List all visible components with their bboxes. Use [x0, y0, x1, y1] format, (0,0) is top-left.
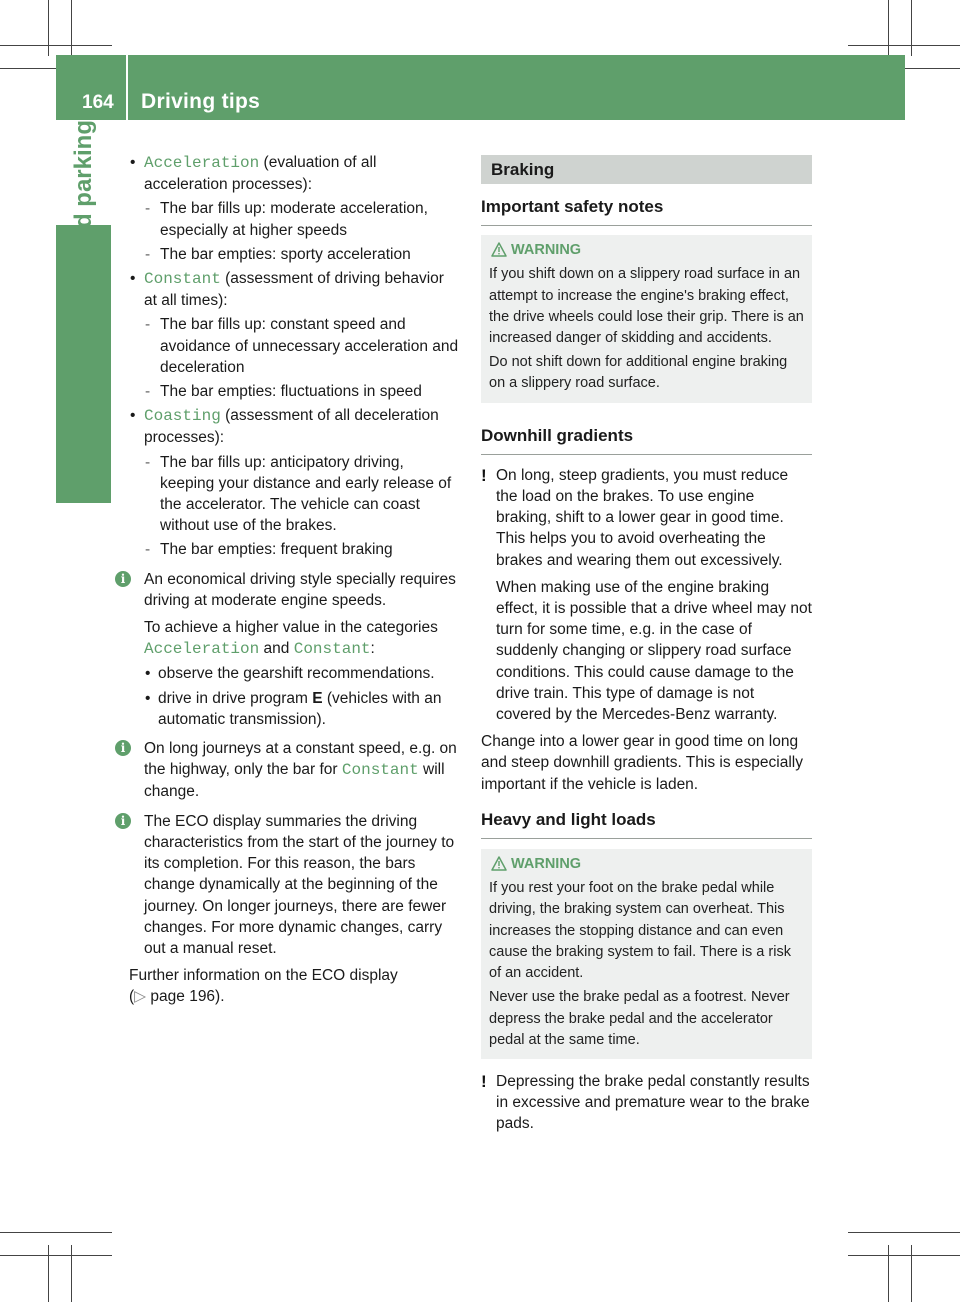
- sub-item: - The bar empties: fluctuations in speed: [129, 381, 461, 402]
- crop-mark: [71, 0, 72, 56]
- note-text-part: To achieve a higher value in the categories: [144, 619, 438, 637]
- heading-safety-notes: Important safety notes: [481, 184, 812, 226]
- warning-text: If you shift down on a slippery road surface in an attempt to increase the engine's braking effect, the drive wheels could lose their grip. There is an increased danger of skidding and accidents.: [489, 266, 804, 347]
- note-text-part: will change.: [144, 761, 445, 801]
- heading-loads: Heavy and light loads: [481, 795, 812, 839]
- crop-mark: [848, 1255, 960, 1256]
- crop-mark: [0, 1232, 112, 1233]
- sub-item: - The bar empties: frequent braking: [129, 539, 461, 560]
- further-info: [129, 965, 461, 1007]
- note-text-part: and: [263, 640, 290, 658]
- right-column: [481, 152, 812, 1135]
- sub-item: - The bar fills up: anticipatory driving, keeping your distance and early release of the accelerator. The vehicle can coast without use of the brakes.: [129, 452, 461, 537]
- crop-mark: [0, 1255, 112, 1256]
- list-item-acceleration: [129, 152, 461, 195]
- note-text-part: :: [370, 640, 375, 658]
- crop-mark: [888, 1245, 889, 1302]
- page-number: 164: [82, 92, 114, 113]
- note-text-part: On long journeys at a constant speed, e.g. on the highway, only the bar for: [144, 740, 457, 779]
- info-icon: i: [115, 813, 131, 829]
- keyword-constant: Constant: [293, 640, 371, 659]
- item-description: (assessment of all deceleration processes):: [144, 407, 439, 447]
- keyword-acceleration: Acceleration: [144, 154, 260, 172]
- caution-note: [481, 465, 812, 725]
- page-reference-text: page 196).: [150, 988, 225, 1006]
- header-divider: [126, 55, 128, 120]
- crop-mark: [48, 1245, 49, 1302]
- note-text: [144, 617, 461, 660]
- sub-item: - The bar empties: sporty acceleration: [129, 244, 461, 265]
- warning-triangle-icon: [491, 856, 507, 871]
- warning-text: If you rest your foot on the brake pedal while driving, the braking system can overheat. This increases the stopping distance and can even cause the braking system to fail. There is a risk of an accident.: [489, 880, 791, 982]
- section-bar-braking: Braking: [481, 155, 812, 184]
- note-text: The ECO display summaries the driving characteristics from the start of the journey to its completion. For this reason, the bars change dynamically at the beginning of the journey. On longer journeys, there are fewer changes. For more dynamic changes, carry out a manual reset.: [144, 812, 455, 957]
- info-note: [120, 738, 461, 803]
- crop-mark: [911, 1245, 912, 1302]
- note-text: On long, steep gradients, you must reduce the load on the brakes. To use engine braking, shift to a lower gear in good time. This helps you to avoid overheating the brakes and wearing them out excessively.: [496, 466, 789, 569]
- keyword-constant: Constant: [144, 270, 221, 289]
- crop-mark: [888, 0, 889, 56]
- keyword-acceleration: Acceleration: [144, 640, 260, 659]
- info-note: [120, 811, 461, 959]
- body-text: Change into a lower gear in good time on long and steep downhill gradients. This is especially important if the vehicle is laden.: [481, 733, 803, 793]
- info-icon: i: [115, 571, 131, 587]
- note-text: Further information on the ECO display: [129, 967, 398, 985]
- crop-mark: [848, 1232, 960, 1233]
- sub-item: - The bar fills up: moderate acceleration, especially at higher speeds: [129, 198, 461, 240]
- caution-note: [481, 1071, 812, 1135]
- note-text-part: drive in drive program: [158, 689, 308, 707]
- caution-icon: !: [481, 1071, 487, 1091]
- list-item-coasting: [129, 405, 461, 448]
- arrow-right-icon: ▷: [134, 988, 147, 1006]
- keyword-coasting: Coasting: [144, 407, 221, 426]
- drive-program-label: E: [312, 689, 323, 707]
- list-item-constant: [129, 268, 461, 311]
- crop-mark: [71, 1245, 72, 1302]
- note-text: When making use of the engine braking effect, it is possible that a drive wheel may not turn for some time, e.g. in the case of suddenly changing or slippery road surface conditions. This could cause damage to the drive train. This type of damage is not covered by the Mercedes-Benz warranty.: [496, 578, 812, 724]
- chapter-tab: [56, 225, 111, 503]
- crop-mark: [848, 45, 960, 46]
- warning-label: WARNING: [511, 856, 582, 873]
- left-column: [120, 152, 461, 1008]
- info-icon: i: [115, 740, 131, 756]
- keyword-constant: Constant: [341, 761, 419, 780]
- list-item: • observe the gearshift recommendations.: [129, 663, 461, 684]
- warning-triangle-icon: [491, 242, 507, 257]
- note-text-part: (vehicles with an automatic transmission).: [158, 689, 442, 728]
- warning-text: Never use the brake pedal as a footrest. Never depress the brake pedal and the accelerator pedal at the same time.: [489, 989, 790, 1048]
- warning-text: Do not shift down for additional engine braking on a slippery road surface.: [489, 354, 788, 392]
- warning-label: WARNING: [511, 242, 582, 259]
- sub-item: - The bar fills up: constant speed and avoidance of unnecessary acceleration and deceleration: [129, 314, 461, 378]
- caution-icon: !: [481, 465, 487, 485]
- warning-box: [481, 849, 812, 1059]
- note-text: Depressing the brake pedal constantly results in excessive and premature wear to the brake pads.: [496, 1072, 810, 1133]
- item-description: (assessment of driving behavior at all times):: [144, 270, 444, 310]
- list-item: [129, 688, 461, 730]
- warning-box: [481, 235, 812, 402]
- warning-header: [489, 854, 804, 875]
- crop-mark: [911, 0, 912, 56]
- crop-mark: [0, 45, 112, 46]
- note-text: An economical driving style specially requires driving at moderate engine speeds.: [144, 570, 456, 609]
- section-title: Driving tips: [141, 90, 261, 113]
- page-reference[interactable]: (▷ page 196).: [129, 988, 225, 1006]
- heading-downhill: Downhill gradients: [481, 403, 812, 455]
- crop-mark: [48, 0, 49, 56]
- warning-header: [489, 240, 804, 261]
- item-description: (evaluation of all acceleration processes):: [144, 154, 377, 194]
- info-note: [120, 569, 461, 730]
